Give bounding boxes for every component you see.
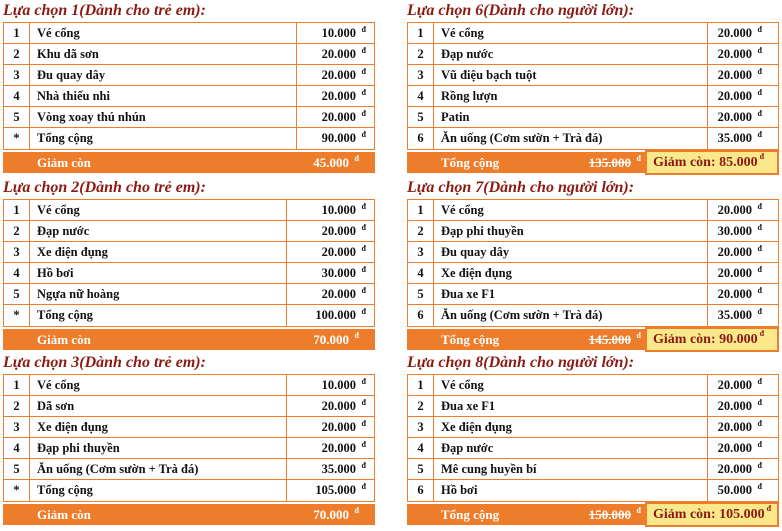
item-name: Xe điện đụng — [30, 242, 287, 262]
table-row — [408, 396, 778, 417]
price-table — [3, 199, 375, 327]
row-number: 3 — [4, 65, 30, 85]
table-row — [4, 221, 374, 242]
currency-mark: đ — [766, 504, 772, 513]
item-name: Xe điện đụng — [434, 417, 708, 437]
currency-mark: đ — [361, 244, 366, 253]
currency-mark: đ — [757, 244, 762, 253]
band-price — [313, 329, 349, 350]
item-name: Vé cổng — [30, 23, 297, 43]
band-label: Giảm còn — [37, 331, 91, 347]
item-price-value: 20.000 — [717, 202, 752, 217]
currency-mark: đ — [636, 154, 641, 163]
table-row — [408, 107, 778, 128]
package-option — [407, 354, 779, 530]
currency-mark: đ — [361, 440, 366, 449]
band-label: Giảm còn — [37, 506, 91, 522]
item-price-value: 30.000 — [321, 265, 356, 280]
item-price-value: 30.000 — [717, 223, 752, 238]
row-number: 1 — [4, 375, 30, 395]
table-row — [4, 44, 374, 65]
currency-mark: đ — [759, 329, 765, 338]
price-table — [407, 199, 779, 327]
package-option — [3, 179, 375, 355]
item-price — [297, 128, 374, 149]
table-row — [408, 459, 778, 480]
band-label: Giảm còn — [37, 154, 91, 170]
currency-mark: đ — [757, 482, 762, 491]
currency-mark: đ — [757, 377, 762, 386]
item-name: Mê cung huyền bí — [434, 459, 708, 479]
row-number: 1 — [408, 375, 434, 395]
table-row — [408, 438, 778, 459]
item-price-value: 20.000 — [717, 461, 752, 476]
currency-mark: đ — [757, 130, 762, 139]
item-price — [708, 242, 778, 262]
table-row — [4, 305, 374, 326]
item-price — [287, 242, 374, 262]
package-title: Lựa chọn 2(Dành cho trẻ em): — [3, 179, 206, 196]
currency-mark: đ — [757, 67, 762, 76]
item-price-value: 10.000 — [321, 377, 356, 392]
discount-price-box — [645, 502, 779, 527]
item-name: Đua xe F1 — [434, 284, 708, 304]
item-price — [297, 65, 374, 85]
currency-mark: đ — [757, 286, 762, 295]
table-row — [408, 200, 778, 221]
band-price — [589, 329, 631, 350]
item-price-value: 20.000 — [321, 67, 356, 82]
item-price-value: 20.000 — [717, 377, 752, 392]
item-name: Nhà thiếu nhi — [30, 86, 297, 106]
item-price — [287, 417, 374, 437]
item-price-value: 20.000 — [321, 398, 356, 413]
currency-mark: đ — [361, 67, 366, 76]
row-number: 1 — [408, 23, 434, 43]
item-name: Hồ bơi — [30, 263, 287, 283]
table-row — [408, 86, 778, 107]
table-row — [4, 128, 374, 149]
table-row — [408, 284, 778, 305]
price-table — [407, 22, 779, 150]
currency-mark: đ — [354, 331, 359, 340]
item-price-value: 20.000 — [717, 46, 752, 61]
item-price — [287, 221, 374, 241]
item-price — [708, 375, 778, 395]
item-name: Xe điện đụng — [30, 417, 287, 437]
band-label: Tổng cộng — [441, 154, 500, 170]
item-price — [708, 396, 778, 416]
item-price — [708, 200, 778, 220]
item-price-value: 20.000 — [321, 440, 356, 455]
item-price-value: 20.000 — [321, 109, 356, 124]
item-price — [708, 459, 778, 479]
row-number: 2 — [408, 396, 434, 416]
currency-mark: đ — [757, 265, 762, 274]
package-option — [3, 2, 375, 178]
item-price-value: 20.000 — [717, 25, 752, 40]
currency-mark: đ — [361, 482, 366, 491]
band-price — [589, 504, 631, 525]
item-price — [708, 23, 778, 43]
item-price-value: 105.000 — [315, 483, 356, 497]
item-price — [708, 284, 778, 304]
item-price-value: 20.000 — [717, 286, 752, 301]
row-number: 3 — [4, 242, 30, 262]
item-price-value: 10.000 — [321, 25, 356, 40]
item-price — [708, 107, 778, 127]
row-number: 4 — [4, 438, 30, 458]
item-price — [287, 200, 374, 220]
currency-mark: đ — [361, 202, 366, 211]
item-price-value: 35.000 — [321, 461, 356, 476]
item-price — [708, 417, 778, 437]
discounted-price: 70.000 — [313, 506, 349, 522]
row-number: 4 — [4, 263, 30, 283]
item-name: Vé cổng — [434, 23, 708, 43]
row-number: 4 — [408, 263, 434, 283]
currency-mark: đ — [757, 88, 762, 97]
row-number: * — [4, 480, 30, 501]
table-row — [408, 263, 778, 284]
item-name: Ngựa nữ hoàng — [30, 284, 287, 304]
item-name: Rồng lượn — [434, 86, 708, 106]
total-band — [407, 152, 645, 173]
item-price — [708, 221, 778, 241]
row-number: 5 — [4, 459, 30, 479]
item-name: Đạp phi thuyền — [30, 438, 287, 458]
item-name: Đạp nước — [434, 44, 708, 64]
item-price — [297, 86, 374, 106]
row-number: 1 — [408, 200, 434, 220]
item-price-value: 20.000 — [717, 440, 752, 455]
item-price — [708, 263, 778, 283]
table-row — [4, 459, 374, 480]
item-name: Đạp nước — [434, 438, 708, 458]
item-price — [287, 263, 374, 283]
currency-mark: đ — [361, 46, 366, 55]
currency-mark: đ — [757, 398, 762, 407]
item-price — [287, 305, 374, 326]
item-price — [287, 396, 374, 416]
item-price — [287, 459, 374, 479]
currency-mark: đ — [361, 419, 366, 428]
band-label: Tổng cộng — [441, 331, 500, 347]
currency-mark: đ — [361, 25, 366, 34]
currency-mark: đ — [361, 265, 366, 274]
currency-mark: đ — [361, 130, 366, 139]
item-price — [287, 375, 374, 395]
item-name: Vé cổng — [434, 200, 708, 220]
original-total-price: 150.000 — [588, 506, 631, 522]
currency-mark: đ — [757, 440, 762, 449]
currency-mark: đ — [636, 331, 641, 340]
item-name: Hồ bơi — [434, 480, 708, 501]
item-price-value: 20.000 — [717, 398, 752, 413]
table-row — [4, 200, 374, 221]
table-row — [408, 65, 778, 86]
item-name: Ăn uống (Cơm sườn + Trà đá) — [434, 305, 708, 326]
row-number: 5 — [408, 107, 434, 127]
row-number: 3 — [4, 417, 30, 437]
item-price — [708, 44, 778, 64]
row-number: 2 — [4, 221, 30, 241]
row-number: 5 — [4, 284, 30, 304]
package-title: Lựa chọn 7(Dành cho người lớn): — [407, 179, 635, 196]
item-price-value: 20.000 — [717, 265, 752, 280]
item-name: Đạp phi thuyền — [434, 221, 708, 241]
currency-mark: đ — [757, 307, 762, 316]
table-row — [4, 480, 374, 501]
package-title: Lựa chọn 6(Dành cho người lớn): — [407, 2, 635, 19]
table-row — [4, 23, 374, 44]
currency-mark: đ — [361, 286, 366, 295]
table-row — [408, 417, 778, 438]
currency-mark: đ — [361, 398, 366, 407]
currency-mark: đ — [361, 223, 366, 232]
table-row — [408, 221, 778, 242]
item-price — [297, 107, 374, 127]
currency-mark: đ — [361, 461, 366, 470]
table-row — [4, 263, 374, 284]
item-name: Patin — [434, 107, 708, 127]
item-name: Ăn uống (Cơm sườn + Trà đá) — [30, 459, 287, 479]
row-number: 2 — [4, 396, 30, 416]
item-price — [287, 284, 374, 304]
item-price-value: 20.000 — [717, 67, 752, 82]
price-table — [407, 374, 779, 502]
table-row — [408, 44, 778, 65]
row-number: 2 — [408, 221, 434, 241]
item-name: Vòng xoay thú nhún — [30, 107, 297, 127]
table-row — [408, 305, 778, 326]
item-price-value: 20.000 — [321, 88, 356, 103]
package-title: Lựa chọn 8(Dành cho người lớn): — [407, 354, 635, 371]
item-price — [708, 305, 778, 326]
band-price — [313, 504, 349, 525]
row-number: 6 — [408, 128, 434, 149]
item-price — [708, 480, 778, 501]
original-total-price: 135.000 — [588, 154, 631, 170]
table-row — [408, 480, 778, 501]
row-number: 3 — [408, 417, 434, 437]
item-price — [708, 65, 778, 85]
package-title: Lựa chọn 1(Dành cho trẻ em): — [3, 2, 206, 19]
item-price-value: 90.000 — [321, 131, 356, 145]
item-name: Vé cổng — [434, 375, 708, 395]
currency-mark: đ — [757, 46, 762, 55]
discount-price: Giảm còn: 105.000 — [653, 506, 765, 522]
table-row — [4, 375, 374, 396]
item-price-value: 35.000 — [717, 131, 752, 145]
item-price-value: 20.000 — [321, 419, 356, 434]
currency-mark: đ — [636, 506, 641, 515]
row-number: 4 — [408, 86, 434, 106]
table-row — [408, 23, 778, 44]
item-price — [297, 23, 374, 43]
currency-mark: đ — [354, 154, 359, 163]
total-band — [407, 504, 645, 525]
currency-mark: đ — [361, 109, 366, 118]
discount-price-box — [645, 327, 779, 352]
item-price — [287, 480, 374, 501]
item-price-value: 20.000 — [717, 88, 752, 103]
item-price-value: 20.000 — [321, 46, 356, 61]
item-name: Vé cổng — [30, 200, 287, 220]
table-row — [4, 438, 374, 459]
item-price-value: 20.000 — [321, 223, 356, 238]
currency-mark: đ — [757, 109, 762, 118]
currency-mark: đ — [759, 152, 765, 161]
item-name: Vé cổng — [30, 375, 287, 395]
item-price-value: 20.000 — [717, 419, 752, 434]
item-price-value: 10.000 — [321, 202, 356, 217]
item-name: Khu dã sơn — [30, 44, 297, 64]
currency-mark: đ — [354, 506, 359, 515]
item-name: Đạp nước — [30, 221, 287, 241]
total-band — [3, 329, 375, 350]
item-name: Tổng cộng — [30, 480, 287, 501]
item-name: Ăn uống (Cơm sườn + Trà đá) — [434, 128, 708, 149]
item-price-value: 50.000 — [717, 483, 752, 497]
band-label: Tổng cộng — [441, 506, 500, 522]
original-total-price: 145.000 — [588, 331, 631, 347]
table-row — [4, 65, 374, 86]
row-number: * — [4, 128, 30, 149]
item-name: Xe điện đụng — [434, 263, 708, 283]
table-row — [408, 128, 778, 149]
item-name: Tổng cộng — [30, 305, 287, 326]
table-row — [4, 107, 374, 128]
item-name: Dã sơn — [30, 396, 287, 416]
item-price — [708, 128, 778, 149]
item-price — [708, 438, 778, 458]
table-row — [408, 242, 778, 263]
row-number: 2 — [408, 44, 434, 64]
item-price — [297, 44, 374, 64]
currency-mark: đ — [361, 307, 366, 316]
currency-mark: đ — [757, 25, 762, 34]
row-number: 4 — [4, 86, 30, 106]
currency-mark: đ — [361, 377, 366, 386]
item-price-value: 100.000 — [315, 308, 356, 322]
row-number: 2 — [4, 44, 30, 64]
row-number: 1 — [4, 200, 30, 220]
discounted-price: 70.000 — [313, 331, 349, 347]
currency-mark: đ — [757, 419, 762, 428]
item-price — [708, 86, 778, 106]
package-option — [407, 2, 779, 178]
discounted-price: 45.000 — [313, 154, 349, 170]
currency-mark: đ — [361, 88, 366, 97]
item-price-value: 20.000 — [717, 244, 752, 259]
band-price — [313, 152, 349, 173]
row-number: 5 — [408, 459, 434, 479]
currency-mark: đ — [757, 202, 762, 211]
item-price-value: 20.000 — [321, 286, 356, 301]
row-number: * — [4, 305, 30, 326]
discount-price-box — [645, 150, 779, 175]
item-name: Vũ điệu bạch tuột — [434, 65, 708, 85]
row-number: 3 — [408, 65, 434, 85]
row-number: 6 — [408, 480, 434, 501]
item-name: Đua xe F1 — [434, 396, 708, 416]
row-number: 6 — [408, 305, 434, 326]
band-price — [589, 152, 631, 173]
row-number: 3 — [408, 242, 434, 262]
total-band — [3, 152, 375, 173]
table-row — [4, 86, 374, 107]
row-number: 5 — [4, 107, 30, 127]
table-row — [4, 242, 374, 263]
package-option — [3, 354, 375, 530]
item-price-value: 35.000 — [717, 308, 752, 322]
discount-price: Giảm còn: 85.000 — [653, 154, 758, 170]
row-number: 4 — [408, 438, 434, 458]
item-name: Đu quay dây — [434, 242, 708, 262]
row-number: 1 — [4, 23, 30, 43]
currency-mark: đ — [757, 461, 762, 470]
item-name: Đu quay dây — [30, 65, 297, 85]
table-row — [4, 284, 374, 305]
table-row — [4, 417, 374, 438]
package-option — [407, 179, 779, 355]
package-title: Lựa chọn 3(Dành cho trẻ em): — [3, 354, 206, 371]
item-price-value: 20.000 — [321, 244, 356, 259]
item-price — [287, 438, 374, 458]
item-name: Tổng cộng — [30, 128, 297, 149]
price-table — [3, 374, 375, 502]
total-band — [407, 329, 645, 350]
table-row — [4, 396, 374, 417]
total-band — [3, 504, 375, 525]
table-row — [408, 375, 778, 396]
discount-price: Giảm còn: 90.000 — [653, 331, 758, 347]
price-table — [3, 22, 375, 150]
item-price-value: 20.000 — [717, 109, 752, 124]
row-number: 5 — [408, 284, 434, 304]
currency-mark: đ — [757, 223, 762, 232]
